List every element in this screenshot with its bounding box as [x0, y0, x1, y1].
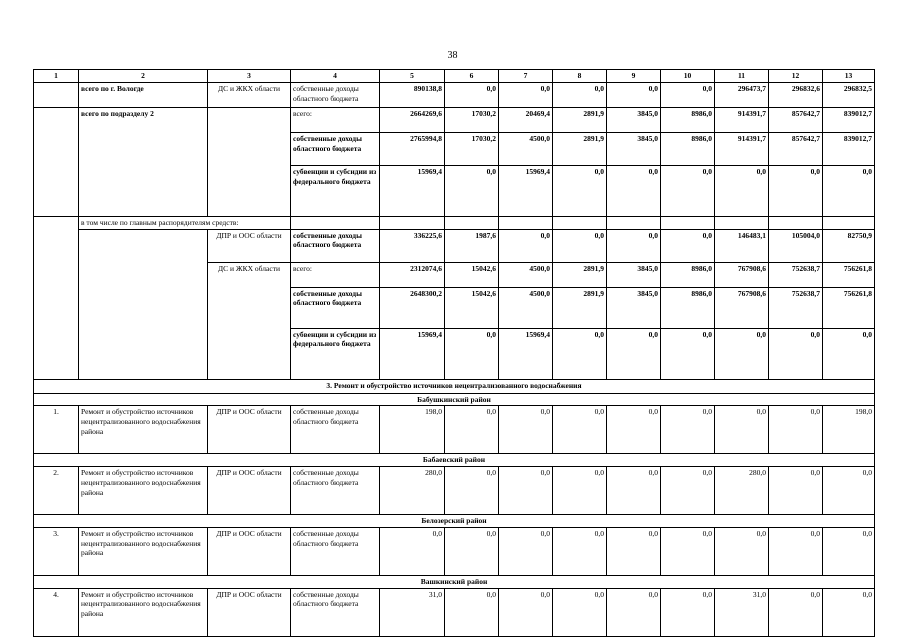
table-row — [34, 588, 875, 636]
value-cell: 198,0 — [380, 406, 445, 454]
value-cell: 2765994,8 — [380, 132, 445, 165]
table-row — [34, 406, 875, 454]
value-cell: 0,0 — [607, 229, 661, 262]
col-header: 5 — [380, 70, 445, 83]
value-cell: 0,0 — [823, 467, 875, 515]
value-cell: 2312074,6 — [380, 262, 445, 287]
value-cell: 752638,7 — [769, 287, 823, 328]
row-number-cell — [34, 216, 79, 379]
value-cell: 0,0 — [823, 165, 875, 216]
value-cell: 15042,6 — [445, 287, 499, 328]
value-cell: 0,0 — [607, 406, 661, 454]
col-header: 2 — [79, 70, 208, 83]
page-number: 38 — [447, 50, 458, 61]
value-cell: 8986,0 — [661, 287, 715, 328]
executor-cell: ДПР и ООС области — [208, 467, 291, 515]
value-cell: 0,0 — [715, 165, 769, 216]
value-cell — [607, 216, 661, 229]
value-cell — [553, 216, 607, 229]
district-name: Вашкинский район — [34, 575, 875, 588]
value-cell: 4500,0 — [499, 262, 553, 287]
source-cell: собственные доходы областного бюджета — [291, 467, 380, 515]
value-cell: 0,0 — [607, 467, 661, 515]
value-cell: 0,0 — [499, 467, 553, 515]
value-cell: 31,0 — [715, 588, 769, 636]
table-row — [34, 216, 875, 229]
value-cell: 0,0 — [445, 467, 499, 515]
value-cell: 0,0 — [553, 229, 607, 262]
value-cell: 0,0 — [661, 406, 715, 454]
value-cell: 0,0 — [769, 588, 823, 636]
value-cell: 857642,7 — [769, 132, 823, 165]
district-row — [34, 515, 875, 528]
value-cell: 0,0 — [823, 527, 875, 575]
value-cell: 3845,0 — [607, 132, 661, 165]
value-cell: 15969,4 — [380, 165, 445, 216]
value-cell: 0,0 — [445, 527, 499, 575]
value-cell: 0,0 — [715, 527, 769, 575]
value-cell: 0,0 — [607, 588, 661, 636]
source-cell: собственные доходы областного бюджета — [291, 406, 380, 454]
value-cell: 198,0 — [823, 406, 875, 454]
value-cell: 146483,1 — [715, 229, 769, 262]
value-cell: 0,0 — [661, 588, 715, 636]
value-cell: 20469,4 — [499, 107, 553, 132]
value-cell: 0,0 — [715, 328, 769, 379]
value-cell: 0,0 — [607, 82, 661, 107]
source-cell: собственные доходы областного бюджета — [291, 588, 380, 636]
table-row — [34, 527, 875, 575]
value-cell: 0,0 — [445, 165, 499, 216]
value-cell: 0,0 — [499, 229, 553, 262]
value-cell: 0,0 — [769, 527, 823, 575]
value-cell: 756261,8 — [823, 262, 875, 287]
value-cell: 15969,4 — [499, 165, 553, 216]
value-cell: 914391,7 — [715, 132, 769, 165]
value-cell: 4500,0 — [499, 287, 553, 328]
col-header: 1 — [34, 70, 79, 83]
col-header: 7 — [499, 70, 553, 83]
source-cell: собственные доходы областного бюджета — [291, 82, 380, 107]
value-cell: 890138,8 — [380, 82, 445, 107]
value-cell: 17030,2 — [445, 132, 499, 165]
value-cell: 0,0 — [661, 82, 715, 107]
table-row — [34, 107, 875, 132]
row-name-cell — [79, 229, 208, 379]
value-cell: 15969,4 — [499, 328, 553, 379]
value-cell: 0,0 — [661, 328, 715, 379]
value-cell: 8986,0 — [661, 107, 715, 132]
value-cell: 0,0 — [769, 328, 823, 379]
table-row — [34, 229, 875, 262]
executor-cell: ДС и ЖКХ области — [208, 82, 291, 107]
value-cell: 0,0 — [380, 527, 445, 575]
value-cell: 756261,8 — [823, 287, 875, 328]
executor-cell: ДПР и ООС области — [208, 229, 291, 262]
value-cell: 31,0 — [380, 588, 445, 636]
row-number-cell: 3. — [34, 527, 79, 575]
value-cell: 839012,7 — [823, 132, 875, 165]
column-header-row — [34, 70, 875, 83]
col-header: 9 — [607, 70, 661, 83]
value-cell: 0,0 — [607, 165, 661, 216]
value-cell: 17030,2 — [445, 107, 499, 132]
row-name-cell: Ремонт и обустройство источников нецентрализованного водоснабжения района — [79, 527, 208, 575]
value-cell: 0,0 — [715, 406, 769, 454]
source-cell — [291, 216, 380, 229]
value-cell: 0,0 — [445, 82, 499, 107]
value-cell: 8986,0 — [661, 132, 715, 165]
value-cell: 0,0 — [445, 328, 499, 379]
row-number-cell: 2. — [34, 467, 79, 515]
value-cell: 3845,0 — [607, 107, 661, 132]
value-cell — [445, 216, 499, 229]
value-cell: 857642,7 — [769, 107, 823, 132]
value-cell: 0,0 — [445, 588, 499, 636]
col-header: 3 — [208, 70, 291, 83]
value-cell: 82750,9 — [823, 229, 875, 262]
source-cell: субвенции и субсидии из федерального бюджета — [291, 165, 380, 216]
value-cell: 2891,9 — [553, 287, 607, 328]
value-cell: 0,0 — [769, 406, 823, 454]
value-cell: 0,0 — [553, 588, 607, 636]
value-cell: 280,0 — [380, 467, 445, 515]
value-cell: 0,0 — [499, 527, 553, 575]
value-cell: 3845,0 — [607, 262, 661, 287]
value-cell: 3845,0 — [607, 287, 661, 328]
value-cell: 0,0 — [607, 527, 661, 575]
value-cell: 0,0 — [499, 406, 553, 454]
value-cell — [769, 216, 823, 229]
value-cell: 0,0 — [553, 406, 607, 454]
budget-table — [33, 69, 875, 637]
value-cell: 280,0 — [715, 467, 769, 515]
district-name: Бабаевский район — [34, 454, 875, 467]
value-cell: 296832,6 — [769, 82, 823, 107]
executor-cell: ДС и ЖКХ области — [208, 262, 291, 379]
value-cell: 105004,0 — [769, 229, 823, 262]
table-row — [34, 467, 875, 515]
row-name-cell: Ремонт и обустройство источников нецентрализованного водоснабжения района — [79, 588, 208, 636]
row-number-cell: 4. — [34, 588, 79, 636]
value-cell: 0,0 — [607, 328, 661, 379]
district-row — [34, 454, 875, 467]
value-cell: 752638,7 — [769, 262, 823, 287]
value-cell: 0,0 — [661, 527, 715, 575]
value-cell: 0,0 — [553, 467, 607, 515]
value-cell: 0,0 — [661, 229, 715, 262]
col-header: 10 — [661, 70, 715, 83]
value-cell: 2648300,2 — [380, 287, 445, 328]
section-title-row — [34, 379, 875, 393]
value-cell: 0,0 — [823, 588, 875, 636]
district-row — [34, 575, 875, 588]
row-number-cell — [34, 82, 79, 107]
value-cell: 0,0 — [553, 82, 607, 107]
district-name: Бабушкинский район — [34, 393, 875, 406]
source-cell: собственные доходы областного бюджета — [291, 287, 380, 328]
value-cell: 914391,7 — [715, 107, 769, 132]
value-cell — [499, 216, 553, 229]
value-cell: 336225,6 — [380, 229, 445, 262]
row-name-cell: Ремонт и обустройство источников нецентрализованного водоснабжения района — [79, 467, 208, 515]
district-row — [34, 393, 875, 406]
value-cell: 839012,7 — [823, 107, 875, 132]
source-cell: собственные доходы областного бюджета — [291, 229, 380, 262]
value-cell: 0,0 — [499, 82, 553, 107]
value-cell: 0,0 — [499, 588, 553, 636]
value-cell — [380, 216, 445, 229]
col-header: 4 — [291, 70, 380, 83]
value-cell: 0,0 — [445, 406, 499, 454]
col-header: 11 — [715, 70, 769, 83]
value-cell: 0,0 — [661, 467, 715, 515]
value-cell: 0,0 — [553, 328, 607, 379]
value-cell: 767908,6 — [715, 287, 769, 328]
value-cell — [715, 216, 769, 229]
table-row — [34, 82, 875, 107]
district-name: Белозерский район — [34, 515, 875, 528]
value-cell — [661, 216, 715, 229]
value-cell — [823, 216, 875, 229]
value-cell: 2664269,6 — [380, 107, 445, 132]
value-cell: 767908,6 — [715, 262, 769, 287]
value-cell: 0,0 — [553, 165, 607, 216]
value-cell: 2891,9 — [553, 107, 607, 132]
value-cell: 15042,6 — [445, 262, 499, 287]
col-header: 8 — [553, 70, 607, 83]
section-title: 3. Ремонт и обустройство источников нецентрализованного водоснабжения — [34, 379, 875, 393]
value-cell: 0,0 — [553, 527, 607, 575]
value-cell: 0,0 — [769, 467, 823, 515]
source-cell: всего: — [291, 262, 380, 287]
source-cell: собственные доходы областного бюджета — [291, 527, 380, 575]
executor-cell: ДПР и ООС области — [208, 588, 291, 636]
incl-label-cell: в том числе по главным распорядителям средств: — [79, 216, 291, 229]
row-name-cell: Ремонт и обустройство источников нецентрализованного водоснабжения района — [79, 406, 208, 454]
value-cell: 296473,7 — [715, 82, 769, 107]
executor-cell: ДПР и ООС области — [208, 406, 291, 454]
row-name-cell: всего по подразделу 2 — [79, 107, 208, 216]
col-header: 13 — [823, 70, 875, 83]
source-cell: собственные доходы областного бюджета — [291, 132, 380, 165]
value-cell: 0,0 — [661, 165, 715, 216]
value-cell: 0,0 — [769, 165, 823, 216]
row-number-cell: 1. — [34, 406, 79, 454]
value-cell: 2891,9 — [553, 132, 607, 165]
executor-cell — [208, 107, 291, 216]
value-cell: 296832,5 — [823, 82, 875, 107]
source-cell: всего: — [291, 107, 380, 132]
col-header: 12 — [769, 70, 823, 83]
source-cell: субвенции и субсидии из федерального бюджета — [291, 328, 380, 379]
value-cell: 8986,0 — [661, 262, 715, 287]
value-cell: 0,0 — [823, 328, 875, 379]
value-cell: 4500,0 — [499, 132, 553, 165]
value-cell: 1987,6 — [445, 229, 499, 262]
row-name-cell: всего по г. Вологде — [79, 82, 208, 107]
col-header: 6 — [445, 70, 499, 83]
value-cell: 2891,9 — [553, 262, 607, 287]
row-number-cell — [34, 107, 79, 216]
executor-cell: ДПР и ООС области — [208, 527, 291, 575]
value-cell: 15969,4 — [380, 328, 445, 379]
